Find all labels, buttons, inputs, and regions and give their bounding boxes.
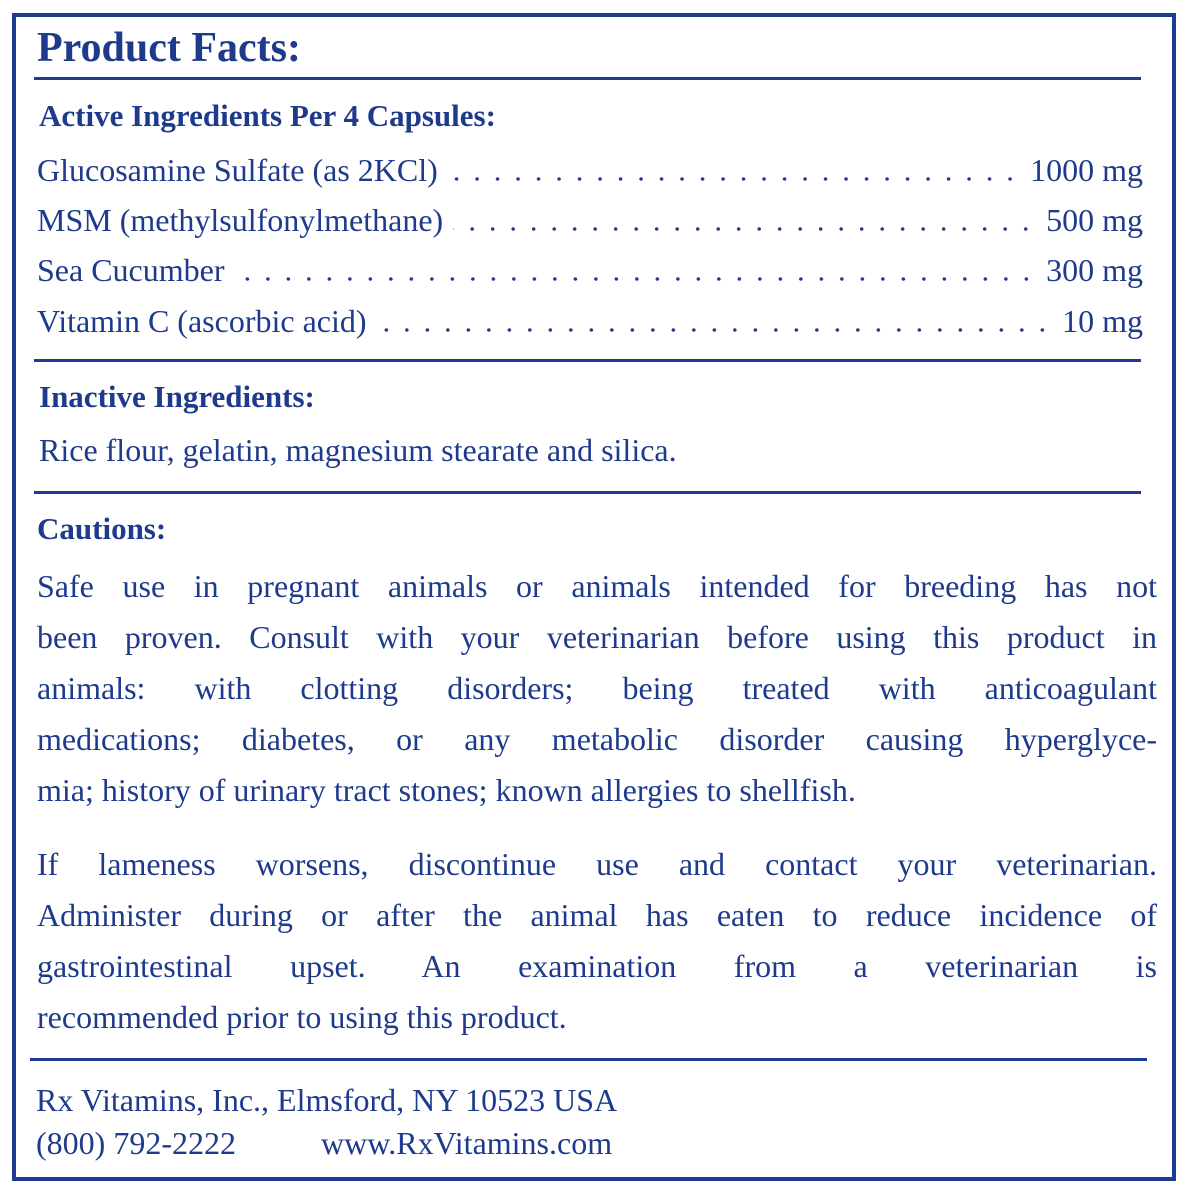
cautions-paragraph-1 (37, 566, 1157, 821)
text-line: recommended prior to using this product. (37, 999, 567, 1035)
text-line: been proven. Consult with your veterinarian before using this product in (37, 619, 1157, 655)
divider (30, 1058, 1147, 1061)
ingredient-row (37, 252, 1143, 292)
ingredient-amount: 300 mg (1046, 252, 1143, 288)
ingredient-name: MSM (methylsulfonylmethane) (37, 202, 444, 238)
divider (34, 77, 1141, 80)
text-line: If lameness worsens, discontinue use and contact your veterinarian. (37, 846, 1157, 882)
ingredient-name: Sea Cucumber (37, 252, 225, 288)
ingredient-row (37, 152, 1143, 192)
text-line: medications; diabetes, or any metabolic disorder causing hyperglyce- (37, 721, 1157, 757)
ingredient-amount: 1000 mg (1030, 152, 1143, 188)
inactive-ingredients-heading: Inactive Ingredients: (39, 379, 315, 414)
dot-leader (377, 327, 1053, 333)
dot-leader (448, 176, 1020, 182)
ingredient-amount: 10 mg (1062, 303, 1143, 339)
ingredient-name: Vitamin C (ascorbic acid) (37, 303, 367, 339)
dot-leader (235, 276, 1037, 282)
text-line: mia; history of urinary tract stones; known allergies to shellfish. (37, 772, 856, 808)
website-link[interactable]: www.RxVitamins.com (321, 1125, 613, 1161)
text-line: Administer during or after the animal has eaten to reduce incidence of (37, 897, 1157, 933)
active-ingredients-heading: Active Ingredients Per 4 Capsules: (39, 98, 496, 133)
inactive-ingredients-text: Rice flour, gelatin, magnesium stearate and silica. (39, 432, 677, 468)
text-line: Safe use in pregnant animals or animals intended for breeding has not (37, 568, 1157, 604)
page-title: Product Facts: (37, 25, 301, 71)
ingredient-row (37, 303, 1143, 343)
text-line: gastrointestinal upset. An examination from a veterinarian is (37, 948, 1157, 984)
text-line: animals: with clotting disorders; being treated with anticoagulant (37, 670, 1157, 706)
company-address: Rx Vitamins, Inc., Elmsford, NY 10523 USA (36, 1082, 618, 1118)
dot-leader (453, 226, 1036, 232)
phone-number: (800) 792-2222 (36, 1125, 236, 1161)
divider (34, 359, 1141, 362)
cautions-paragraph-2 (37, 844, 1157, 1048)
divider (34, 491, 1141, 494)
ingredient-amount: 500 mg (1046, 202, 1143, 238)
ingredient-row (37, 202, 1143, 242)
ingredient-name: Glucosamine Sulfate (as 2KCl) (37, 152, 438, 188)
cautions-heading: Cautions: (37, 511, 167, 546)
